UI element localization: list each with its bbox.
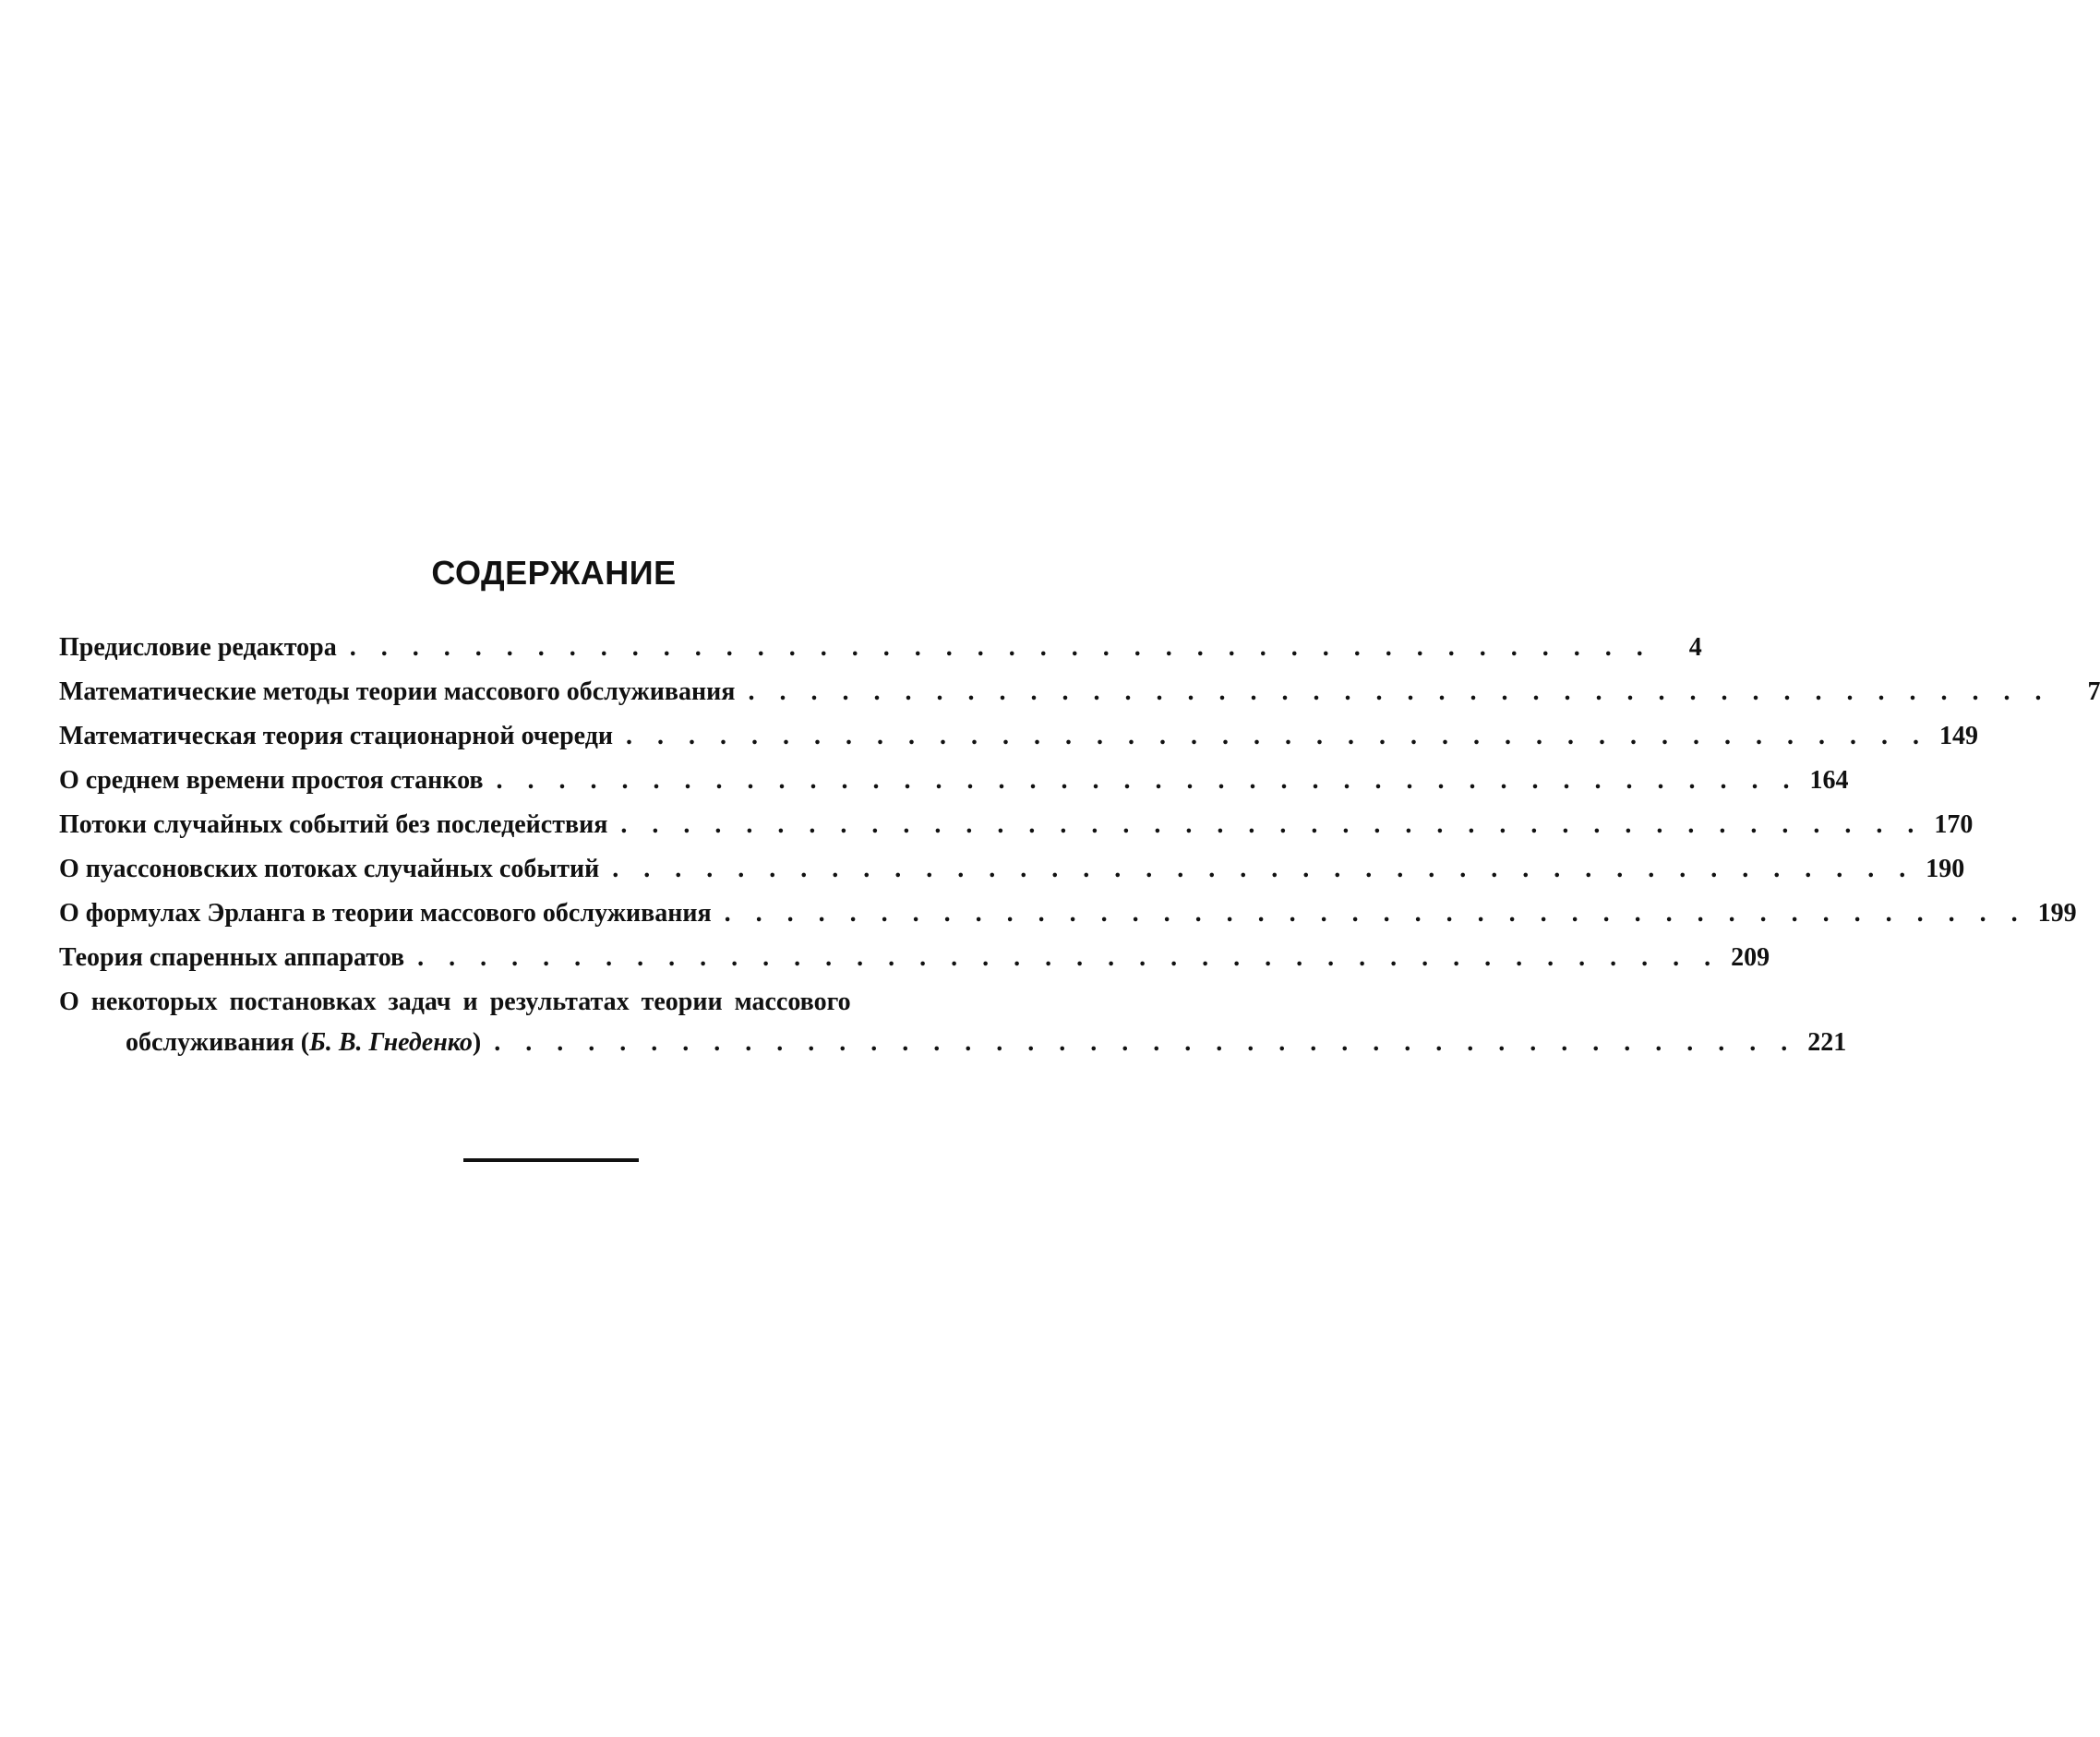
toc-entry — [59, 759, 1849, 803]
section-divider-rule — [463, 1158, 639, 1162]
toc-entry-title: Математические методы теории массового обслуживания — [59, 677, 736, 706]
toc-entry-title-line2-end: ) — [472, 1028, 482, 1057]
toc-entry-title: О среднем времени простоя станков — [59, 766, 484, 795]
toc-entry — [59, 847, 1965, 892]
toc-entry-title: Потоки случайных событий без последействия — [59, 810, 608, 839]
toc-entry — [59, 936, 1770, 980]
toc-entry-line2 — [59, 1024, 1847, 1061]
toc-entry-page: 164 — [1809, 766, 1849, 795]
toc-entry-multiline — [59, 980, 1847, 1061]
toc-entry-title: О пуассоновских потоках случайных событий — [59, 855, 600, 883]
toc-heading: СОДЕРЖАНИЕ — [431, 554, 677, 592]
dot-leader: . . . . . . . . . . . . . . . . . . . . . . . . . . . . . . . . . . . . . . . . . . — [494, 1028, 1797, 1057]
toc-entry-page: 4 — [1688, 633, 1702, 662]
dot-leader: . . . . . . . . . . . . . . . . . . . . . . . . . . . . . . . . . . . . . . . . . . — [496, 766, 1799, 795]
dot-leader: . . . . . . . . . . . . . . . . . . . . . . . . . . . . . . . . . . . . . . . . . . — [349, 633, 1652, 662]
toc-entry-title: Предисловие редактора — [59, 633, 337, 662]
dot-leader: . . . . . . . . . . . . . . . . . . . . . . . . . . . . . . . . . . . . . . . . . . — [748, 677, 2051, 706]
toc-entry-page: 221 — [1807, 1028, 1847, 1057]
toc-entry — [59, 803, 1974, 847]
dot-leader: . . . . . . . . . . . . . . . . . . . . . . . . . . . . . . . . . . . . . . . . . . — [612, 855, 1915, 883]
toc-entry — [59, 626, 1702, 670]
toc-entry-title-line1: О некоторых постановках задач и результатах теории массового — [59, 988, 851, 1016]
toc-entry-page: 7 — [2087, 677, 2100, 706]
toc-entry-page: 209 — [1731, 943, 1770, 972]
toc-entry-page: 199 — [2037, 899, 2077, 928]
toc-entry — [59, 714, 1978, 759]
dot-leader: . . . . . . . . . . . . . . . . . . . . . . . . . . . . . . . . . . . . . . . . . . — [626, 722, 1928, 750]
dot-leader: . . . . . . . . . . . . . . . . . . . . . . . . . . . . . . . . . . . . . . . . . . — [417, 943, 1721, 972]
toc-entry-title: Теория спаренных аппаратов — [59, 943, 405, 972]
toc-entry-author: Б. В. Гнеденко — [309, 1028, 473, 1057]
dot-leader: . . . . . . . . . . . . . . . . . . . . . . . . . . . . . . . . . . . . . . . . . . — [724, 899, 2027, 928]
toc-entry-page: 170 — [1934, 810, 1974, 839]
toc-entry-page: 190 — [1926, 855, 1965, 883]
toc-entry — [59, 670, 2100, 714]
toc-entry-title-line2: обслуживания ( — [126, 1028, 310, 1057]
toc-entry-page: 149 — [1939, 722, 1978, 750]
toc-entry-title: Математическая теория стационарной очереди — [59, 722, 613, 750]
dot-leader: . . . . . . . . . . . . . . . . . . . . . . . . . . . . . . . . . . . . . . . . . . — [620, 810, 1924, 839]
toc-entry — [59, 892, 2077, 936]
table-of-contents — [59, 626, 2100, 1061]
toc-entry-title: О формулах Эрланга в теории массового обслуживания — [59, 899, 712, 928]
